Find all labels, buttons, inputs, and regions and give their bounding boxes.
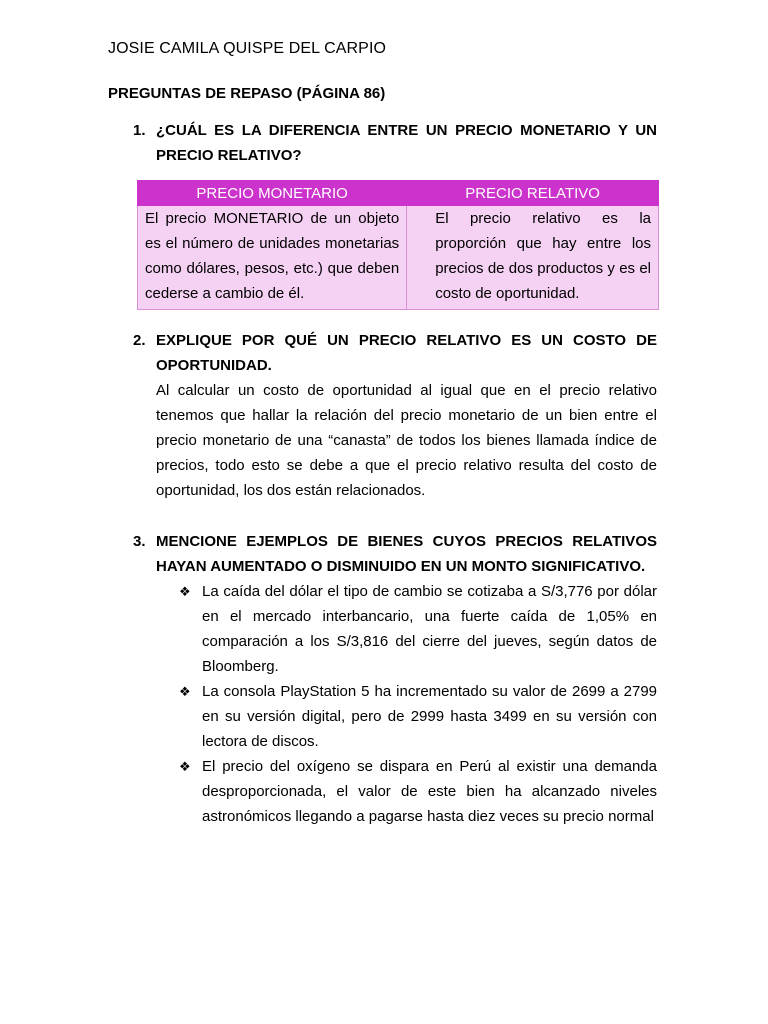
diamond-star-bullet-icon: ❖ — [179, 584, 191, 599]
list-item — [179, 579, 657, 679]
table-header-monetary: PRECIO MONETARIO — [138, 181, 407, 206]
author-name: JOSIE CAMILA QUISPE DEL CARPIO — [108, 40, 387, 57]
question-title: EXPLIQUE POR QUÉ UN PRECIO RELATIVO ES UN COSTO DE OPORTUNIDAD. — [156, 332, 657, 374]
list-item-text: La caída del dólar el tipo de cambio se cotizaba a S/3,776 por dólar en el mercado interbancario, una fuerte caída de 1,05% en comparación a los S/3,816 del cierre del jueves, según datos de Bloomberg. — [202, 583, 657, 675]
question-3 — [133, 529, 657, 829]
question-2 — [133, 328, 657, 503]
section-heading: PREGUNTAS DE REPASO (PÁGINA 86) — [108, 85, 386, 102]
examples-list — [179, 579, 657, 829]
diamond-star-bullet-icon: ❖ — [179, 759, 191, 774]
question-title: ¿CUÁL ES LA DIFERENCIA ENTRE UN PRECIO MONETARIO Y UN PRECIO RELATIVO? — [156, 122, 657, 164]
table-cell-monetary: El precio MONETARIO de un objeto es el número de unidades monetarias como dólares, pesos, etc.) que deben cederse a cambio de él. — [138, 206, 407, 310]
question-title: MENCIONE EJEMPLOS DE BIENES CUYOS PRECIOS RELATIVOS HAYAN AUMENTADO O DISMINUIDO EN UN MONTO SIGNIFICATIVO. — [156, 533, 657, 575]
table-cell-relative: El precio relativo es la proporción que hay entre los precios de dos productos y es el costo de oportunidad. — [407, 206, 659, 310]
list-item-text: La consola PlayStation 5 ha incrementado su valor de 2699 a 2799 en su versión digital, pero de 2999 hasta 3499 en su versión con lectora de discos. — [202, 683, 657, 750]
question-number: 1. — [133, 122, 146, 139]
diamond-star-bullet-icon: ❖ — [179, 684, 191, 699]
list-item-text: El precio del oxígeno se dispara en Perú al existir una demanda desproporcionada, el valor de este bien ha alcanzado niveles astronómicos llegando a pagarse hasta diez veces su precio normal — [202, 758, 657, 825]
list-item — [179, 679, 657, 754]
table-row — [138, 206, 659, 310]
question-answer: Al calcular un costo de oportunidad al igual que en el precio relativo tenemos que hallar la relación del precio monetario de un bien entre el precio monetario de una “canasta” de todos los bienes llamada índice de precios, todo esto se debe a que el precio relativo resulta del costo de oportunidad, los dos están relacionados. — [156, 382, 657, 499]
list-item — [179, 754, 657, 829]
table-header-row — [138, 181, 659, 206]
question-1 — [133, 118, 657, 168]
question-number: 2. — [133, 332, 146, 349]
table-header-relative: PRECIO RELATIVO — [407, 181, 659, 206]
question-number: 3. — [133, 533, 146, 550]
price-comparison-table — [137, 180, 659, 310]
